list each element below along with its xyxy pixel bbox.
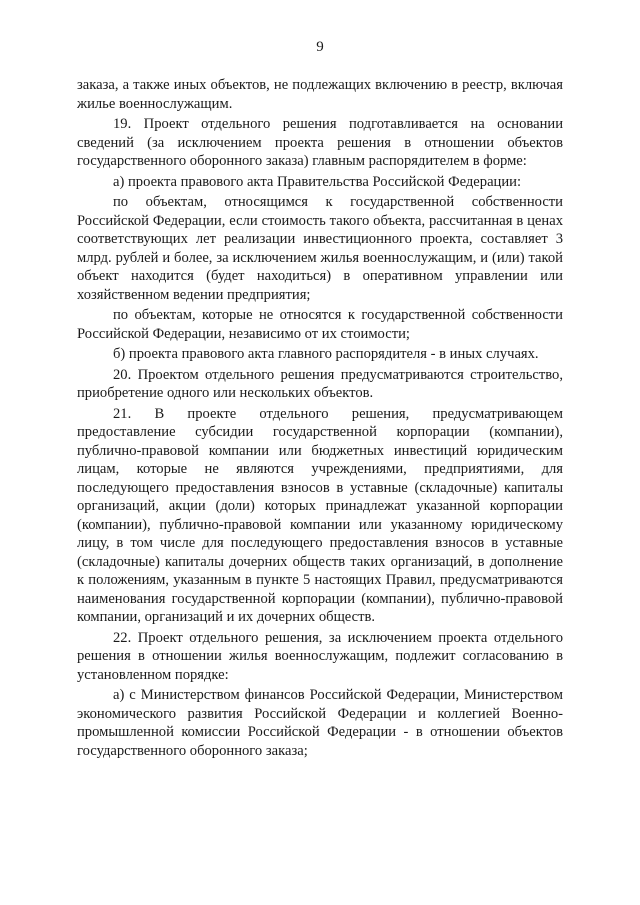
document-body: [77, 76, 563, 760]
paragraph-22a: а) с Министерством финансов Российской Федерации, Министерством экономического развития Российской Федерации и коллегией Военно-промышленной комиссии Российской Федерации - в отношении объектов государственного оборонного заказа;: [77, 687, 563, 759]
paragraph-continuation: заказа, а также иных объектов, не подлежащих включению в реестр, включая жилье военнослужащим.: [77, 77, 563, 112]
paragraph-22: 22. Проект отдельного решения, за исключением проекта отдельного решения в отношении жилья военнослужащим, подлежит согласованию в установленном порядке:: [77, 629, 563, 683]
paragraph-21: 21. В проекте отдельного решения, предусматривающем предоставление субсидии государственной корпорации (компании), публично-правовой компании или бюджетных инвестиций юридическим лицам, которые не являются учреждениями, предприятиями, для последующего предоставления взносов в уставные (складочные) капиталы организаций, акции (доли) которых принадлежат указанной корпорации (компании), публично-правовой компании или указанному юридическому лицу, в том числе для последующего предоставления взносов в уставные (складочные) капиталы дочерних обществ таких организаций, в дополнение к положениям, указанным в пункте 5 настоящих Правил, предусматриваются наименования государственной корпорации (компании), публично-правовой компании, организаций и их дочерних обществ.: [77, 405, 563, 625]
paragraph-19a-federal-property: по объектам, относящимся к государственной собственности Российской Федерации, если стоимость такого объекта, рассчитанная в ценах соответствующих лет реализации инвестиционного проекта, составляет 3 млрд. рублей и более, за исключением жилья военнослужащим, и (или) такой объект находится (будет находиться) в оперативном управлении или хозяйственном ведении предприятия;: [77, 194, 563, 303]
paragraph-19a: а) проекта правового акта Правительства Российской Федерации:: [113, 173, 522, 190]
paragraph-19b: б) проекта правового акта главного распорядителя - в иных случаях.: [113, 346, 539, 362]
paragraph-20: 20. Проектом отдельного решения предусматриваются строительство, приобретение одного или нескольких объектов.: [77, 366, 563, 401]
paragraph-19: 19. Проект отдельного решения подготавливается на основании сведений (за исключением проекта решения в отношении объектов государственного оборонного заказа) главным распорядителем в форме:: [77, 116, 563, 169]
paragraph-19a-non-federal-property: по объектам, которые не относятся к государственной собственности Российской Федерации, независимо от их стоимости;: [77, 307, 563, 342]
page-number: 9: [316, 39, 324, 55]
